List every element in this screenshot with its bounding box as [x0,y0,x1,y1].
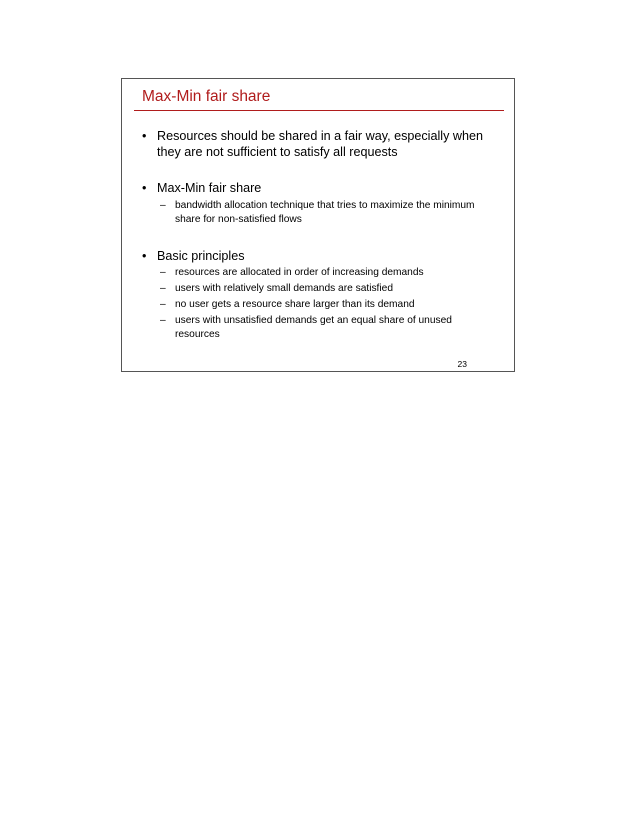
bullet-text: Basic principles [157,249,245,263]
sub-bullet-marker: – [160,299,166,310]
sub-bullet-text: users with unsatisfied demands get an equal share of unused resources [175,315,452,340]
bullet-item [142,128,487,160]
bullet-marker: • [142,129,147,143]
bullet-text: Max-Min fair share [157,181,262,195]
bullet-item [142,248,487,264]
bullet-marker: • [142,181,147,195]
sub-bullet-marker: – [160,283,166,294]
slide [121,78,515,372]
bullet-text: Resources should be shared in a fair way, especially when they are not sufficient to satisfy all requests [157,129,483,159]
sub-bullet-text: bandwidth allocation technique that tries to maximize the minimum share for non-satisfied flows [175,200,475,225]
sub-bullet-item [160,282,485,296]
bullet-marker: • [142,249,147,263]
sub-bullet-text: users with relatively small demands are satisfied [175,283,393,294]
sub-bullet-text: no user gets a resource share larger than its demand [175,299,415,310]
slide-title: Max-Min fair share [142,88,271,105]
sub-bullet-text: resources are allocated in order of increasing demands [175,267,424,278]
slide-content [122,79,514,371]
sub-bullet-item [160,314,485,342]
bullet-item [142,180,487,196]
sub-bullet-marker: – [160,200,166,211]
sub-bullet-marker: – [160,315,166,326]
sub-bullet-item [160,266,485,280]
sub-bullet-item [160,298,485,312]
page-number: 23 [457,359,467,369]
sub-bullet-item [160,199,485,227]
sub-bullet-marker: – [160,267,166,278]
